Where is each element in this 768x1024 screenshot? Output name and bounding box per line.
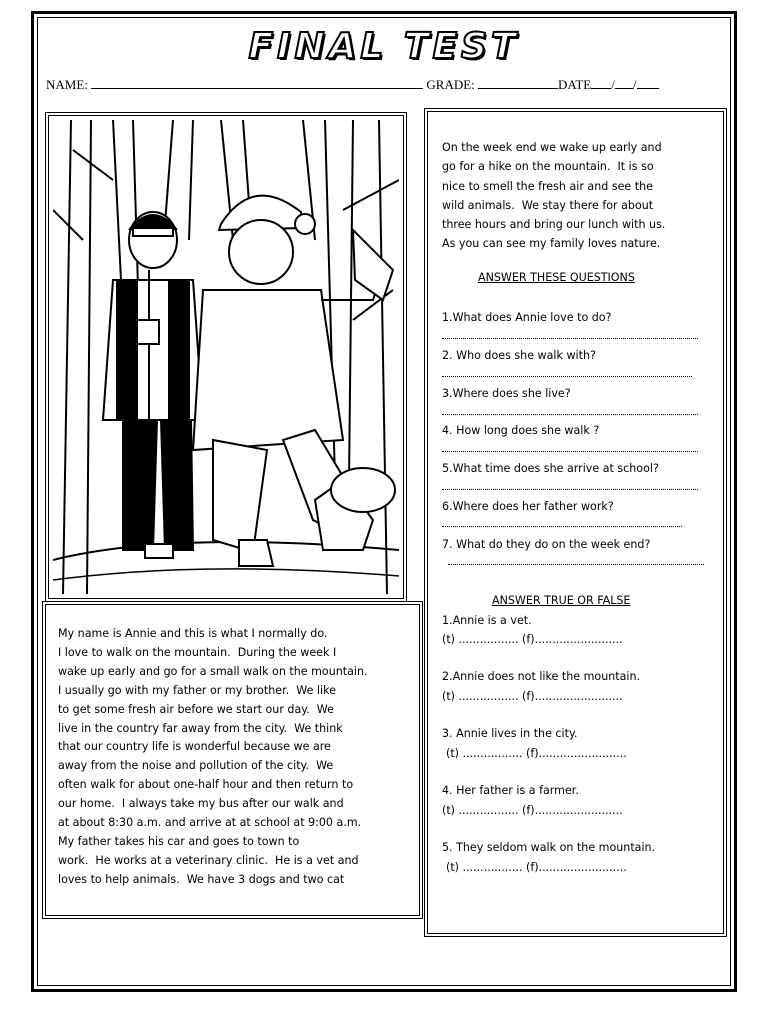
true-false-heading: ANSWER TRUE OR FALSE (492, 594, 631, 607)
tf-options-3[interactable]: (t) ................. (f)......................... (446, 747, 627, 760)
tf-statement-5: 5. They seldom walk on the mountain. (442, 841, 656, 854)
grade-field[interactable] (478, 76, 558, 89)
name-field[interactable] (91, 76, 423, 89)
grade-label: GRADE: (426, 77, 475, 92)
answer-line-2[interactable] (442, 376, 692, 377)
answer-line-3[interactable] (442, 414, 698, 415)
question-3: 3.Where does she live? (442, 387, 571, 400)
tf-statement-4: 4. Her father is a farmer. (442, 784, 579, 797)
reading-passage: My name is Annie and this is what I normally do. I love to walk on the mountain. During the week I wake up early and go for a small walk on the mountain. I usually go with my father or my brother. We like to get some fresh air before we start our day. We live in the country far away from the city. We think that our country life is wonderful because we are away from the noise and pollution of the city. We often walk for about one-half hour and then return to our home. I always take my bus after our walk and at about 8:30 a.m. and arrive at at school at 9:00 a.m. My father takes his car and goes to town to work. He works at a veterinary clinic. He is a vet and loves to help animals. We have 3 dogs and two cat (58, 627, 368, 886)
date-sep-1: / (611, 77, 615, 92)
tf-statement-3: 3. Annie lives in the city. (442, 727, 578, 740)
date-day-field[interactable] (591, 76, 611, 89)
date-label: DATE (558, 77, 592, 92)
tf-statement-1: 1.Annie is a vet. (442, 614, 532, 627)
answer-line-4[interactable] (442, 451, 698, 452)
page-title: FINAL TEST (248, 26, 520, 67)
tf-options-4[interactable]: (t) ................. (f)......................... (442, 804, 623, 817)
question-4: 4. How long does she walk ? (442, 424, 600, 437)
questions-panel (424, 108, 727, 937)
reading-passage-box (42, 601, 423, 919)
illustration-frame (45, 112, 407, 602)
date-month-field[interactable] (615, 76, 633, 89)
tf-options-5[interactable]: (t) ................. (f)......................... (446, 861, 627, 874)
hikers-illustration (53, 120, 399, 594)
question-7: 7. What do they do on the week end? (442, 538, 651, 551)
answer-line-5[interactable] (442, 489, 698, 490)
date-sep-2: / (632, 77, 637, 92)
student-info-line (46, 76, 659, 93)
question-2: 2. Who does she walk with? (442, 349, 596, 362)
weekend-paragraph: On the week end we wake up early and go for a hike on the mountain. It is so nice to smell the fresh air and see the wild animals. We stay there for about three hours and bring our lunch with us. As you can see my family loves nature. (442, 141, 666, 251)
answer-line-1[interactable] (442, 338, 698, 339)
tf-options-2[interactable]: (t) ................. (f)......................... (442, 690, 623, 703)
question-5: 5.What time does she arrive at school? (442, 462, 659, 475)
date-year-field[interactable] (637, 76, 659, 89)
tf-options-1[interactable]: (t) ................. (f)......................... (442, 633, 623, 646)
question-6: 6.Where does her father work? (442, 500, 614, 513)
tf-statement-2: 2.Annie does not like the mountain. (442, 670, 641, 683)
question-1: 1.What does Annie love to do? (442, 311, 612, 324)
answer-line-7[interactable] (448, 564, 704, 565)
questions-heading: ANSWER THESE QUESTIONS (478, 271, 635, 284)
name-label: NAME: (46, 77, 88, 92)
answer-line-6[interactable] (442, 526, 682, 527)
